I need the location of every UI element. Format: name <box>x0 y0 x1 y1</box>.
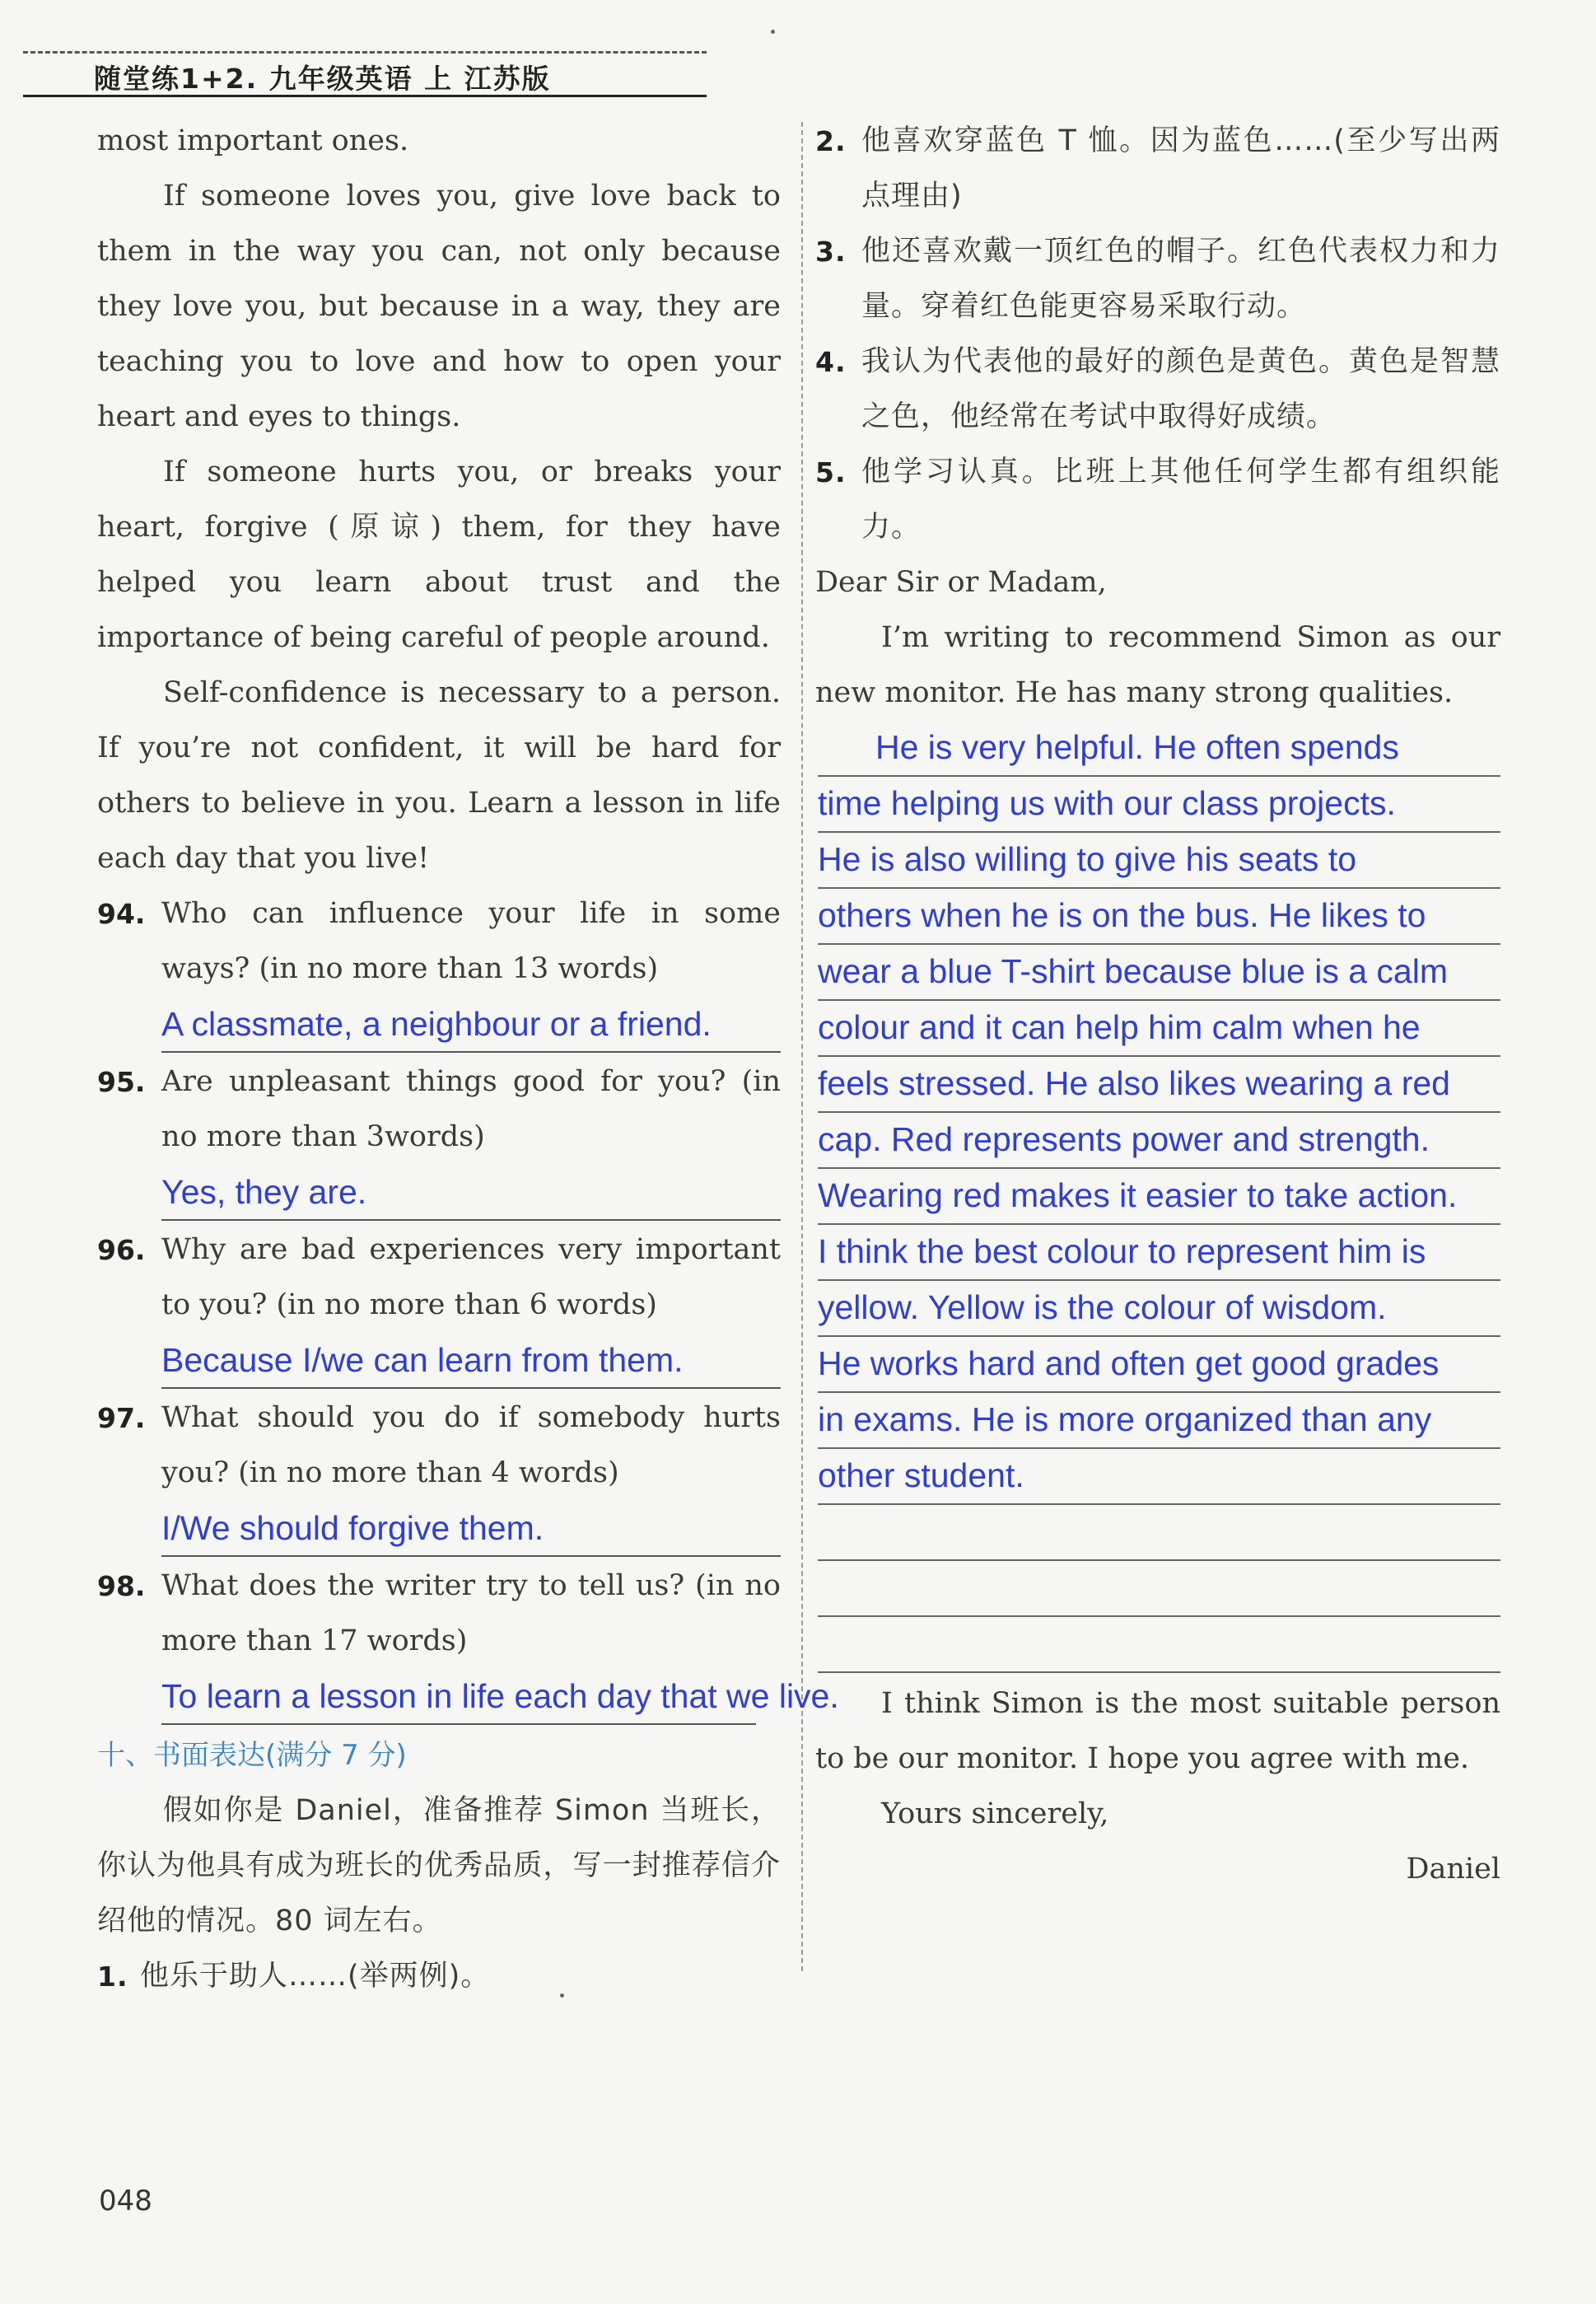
answer-96: Because I/we can learn from them. <box>161 1333 781 1389</box>
question-number: 96. <box>97 1234 146 1266</box>
question-number: 98. <box>97 1570 146 1602</box>
question-97 <box>97 1390 781 1501</box>
question-number: 94. <box>97 898 146 930</box>
left-column <box>97 114 839 2004</box>
blank-writing-line <box>818 1561 1500 1617</box>
question-94 <box>97 886 781 997</box>
question-text: Why are bad experiences very important to you? (in no more than 6 words) <box>161 1233 781 1321</box>
point-1 <box>97 1949 781 2004</box>
point-number: 3. <box>815 236 847 268</box>
question-text: Are unpleasant things good for you? (in no more than 3words) <box>161 1065 781 1153</box>
answer-line: Wearing red makes it easier to take action. <box>818 1169 1500 1225</box>
printer-mark <box>771 30 775 34</box>
writing-task: 假如你是 Daniel，准备推荐 Simon 当班长，你认为他具有成为班长的优秀品质，写一封推荐信介绍他的情况。80 词左右。 <box>97 1794 781 1937</box>
answer-97: I/We should forgive them. <box>161 1501 781 1557</box>
answer-line: in exams. He is more organized than any <box>818 1393 1500 1449</box>
point-number: 5. <box>815 456 847 488</box>
point-number: 2. <box>815 125 847 157</box>
point-5 <box>815 445 1500 555</box>
letter-closing: I think Simon is the most suitable person to be our monitor. I hope you agree with me. <box>815 1687 1500 1775</box>
header-title: 随堂练1+2. 九年级英语 上 江苏版 <box>94 63 551 95</box>
point-text: 他喜欢穿蓝色 T 恤。因为蓝色……(至少写出两点理由) <box>861 124 1500 213</box>
letter-opening: I’m writing to recommend Simon as our new monitor. He has many strong qualities. <box>815 621 1500 709</box>
point-text: 他还喜欢戴一顶红色的帽子。红色代表权力和力量。穿着红色能更容易采取行动。 <box>861 235 1500 323</box>
blank-writing-line <box>818 1505 1500 1561</box>
letter-answer-lines <box>818 721 1500 1673</box>
paragraph: If someone hurts you, or breaks your heart, forgive (原谅) them, for they have helped you learn about trust and the importance of being careful of people around. <box>97 456 781 654</box>
answer-line: He works hard and often get good grades <box>818 1337 1500 1393</box>
point-number: 4. <box>815 346 847 378</box>
page-number: 048 <box>99 2185 152 2218</box>
answer-line: He is very helpful. He often spends <box>818 721 1500 777</box>
answer-line: other student. <box>818 1449 1500 1505</box>
answer-98: To learn a lesson in life each day that we live. <box>161 1669 756 1725</box>
right-column <box>815 114 1500 1897</box>
point-2 <box>815 114 1500 224</box>
paragraph: If someone loves you, give love back to them in the way you can, not only because they love you, but because in a way, they are teaching you to love and how to open your heart and eyes to things. <box>97 180 781 433</box>
letter-signature: Daniel <box>1406 1853 1500 1886</box>
answer-line: colour and it can help him calm when he <box>818 1001 1500 1057</box>
letter-signoff: Yours sincerely, <box>881 1797 1109 1830</box>
paragraph: most important ones. <box>97 124 409 157</box>
point-number: 1. <box>97 1961 128 1993</box>
answer-line: feels stressed. He also likes wearing a red <box>818 1057 1500 1113</box>
question-text: What does the writer try to tell us? (in no more than 17 words) <box>161 1569 781 1657</box>
answer-line: He is also willing to give his seats to <box>818 833 1500 889</box>
answer-line: time helping us with our class projects. <box>818 777 1500 833</box>
answer-94: A classmate, a neighbour or a friend. <box>161 997 781 1053</box>
point-text: 他乐于助人……(举两例)。 <box>140 1960 491 1993</box>
question-number: 97. <box>97 1402 146 1434</box>
letter-greeting: Dear Sir or Madam, <box>815 566 1107 599</box>
question-96 <box>97 1222 781 1333</box>
question-text: What should you do if somebody hurts you? (in no more than 4 words) <box>161 1401 781 1489</box>
header-rule <box>23 95 707 97</box>
question-text: Who can influence your life in some ways? (in no more than 13 words) <box>161 897 781 985</box>
answer-line: I think the best colour to represent him is <box>818 1225 1500 1281</box>
answer-line: yellow. Yellow is the colour of wisdom. <box>818 1281 1500 1337</box>
answer-95: Yes, they are. <box>161 1165 781 1221</box>
question-number: 95. <box>97 1066 146 1098</box>
question-98 <box>97 1559 781 1669</box>
point-4 <box>815 334 1500 445</box>
page-header <box>23 51 707 97</box>
answer-line: others when he is on the bus. He likes to <box>818 889 1500 945</box>
paragraph: Self-confidence is necessary to a person. If you’re not confident, it will be hard for others to believe in you. Learn a lesson in life each day that you live! <box>97 676 781 875</box>
blank-writing-line <box>818 1617 1500 1673</box>
printer-mark <box>560 1993 564 1998</box>
header-dashed-rule <box>23 51 707 54</box>
question-95 <box>97 1054 781 1165</box>
answer-line: cap. Red represents power and strength. <box>818 1113 1500 1169</box>
section-title: 十、书面表达(满分 7 分) <box>97 1739 407 1772</box>
answer-line: wear a blue T-shirt because blue is a calm <box>818 945 1500 1001</box>
point-text: 我认为代表他的最好的颜色是黄色。黄色是智慧之色，他经常在考试中取得好成绩。 <box>861 345 1500 433</box>
point-3 <box>815 224 1500 334</box>
point-text: 他学习认真。比班上其他任何学生都有组织能力。 <box>861 456 1500 544</box>
